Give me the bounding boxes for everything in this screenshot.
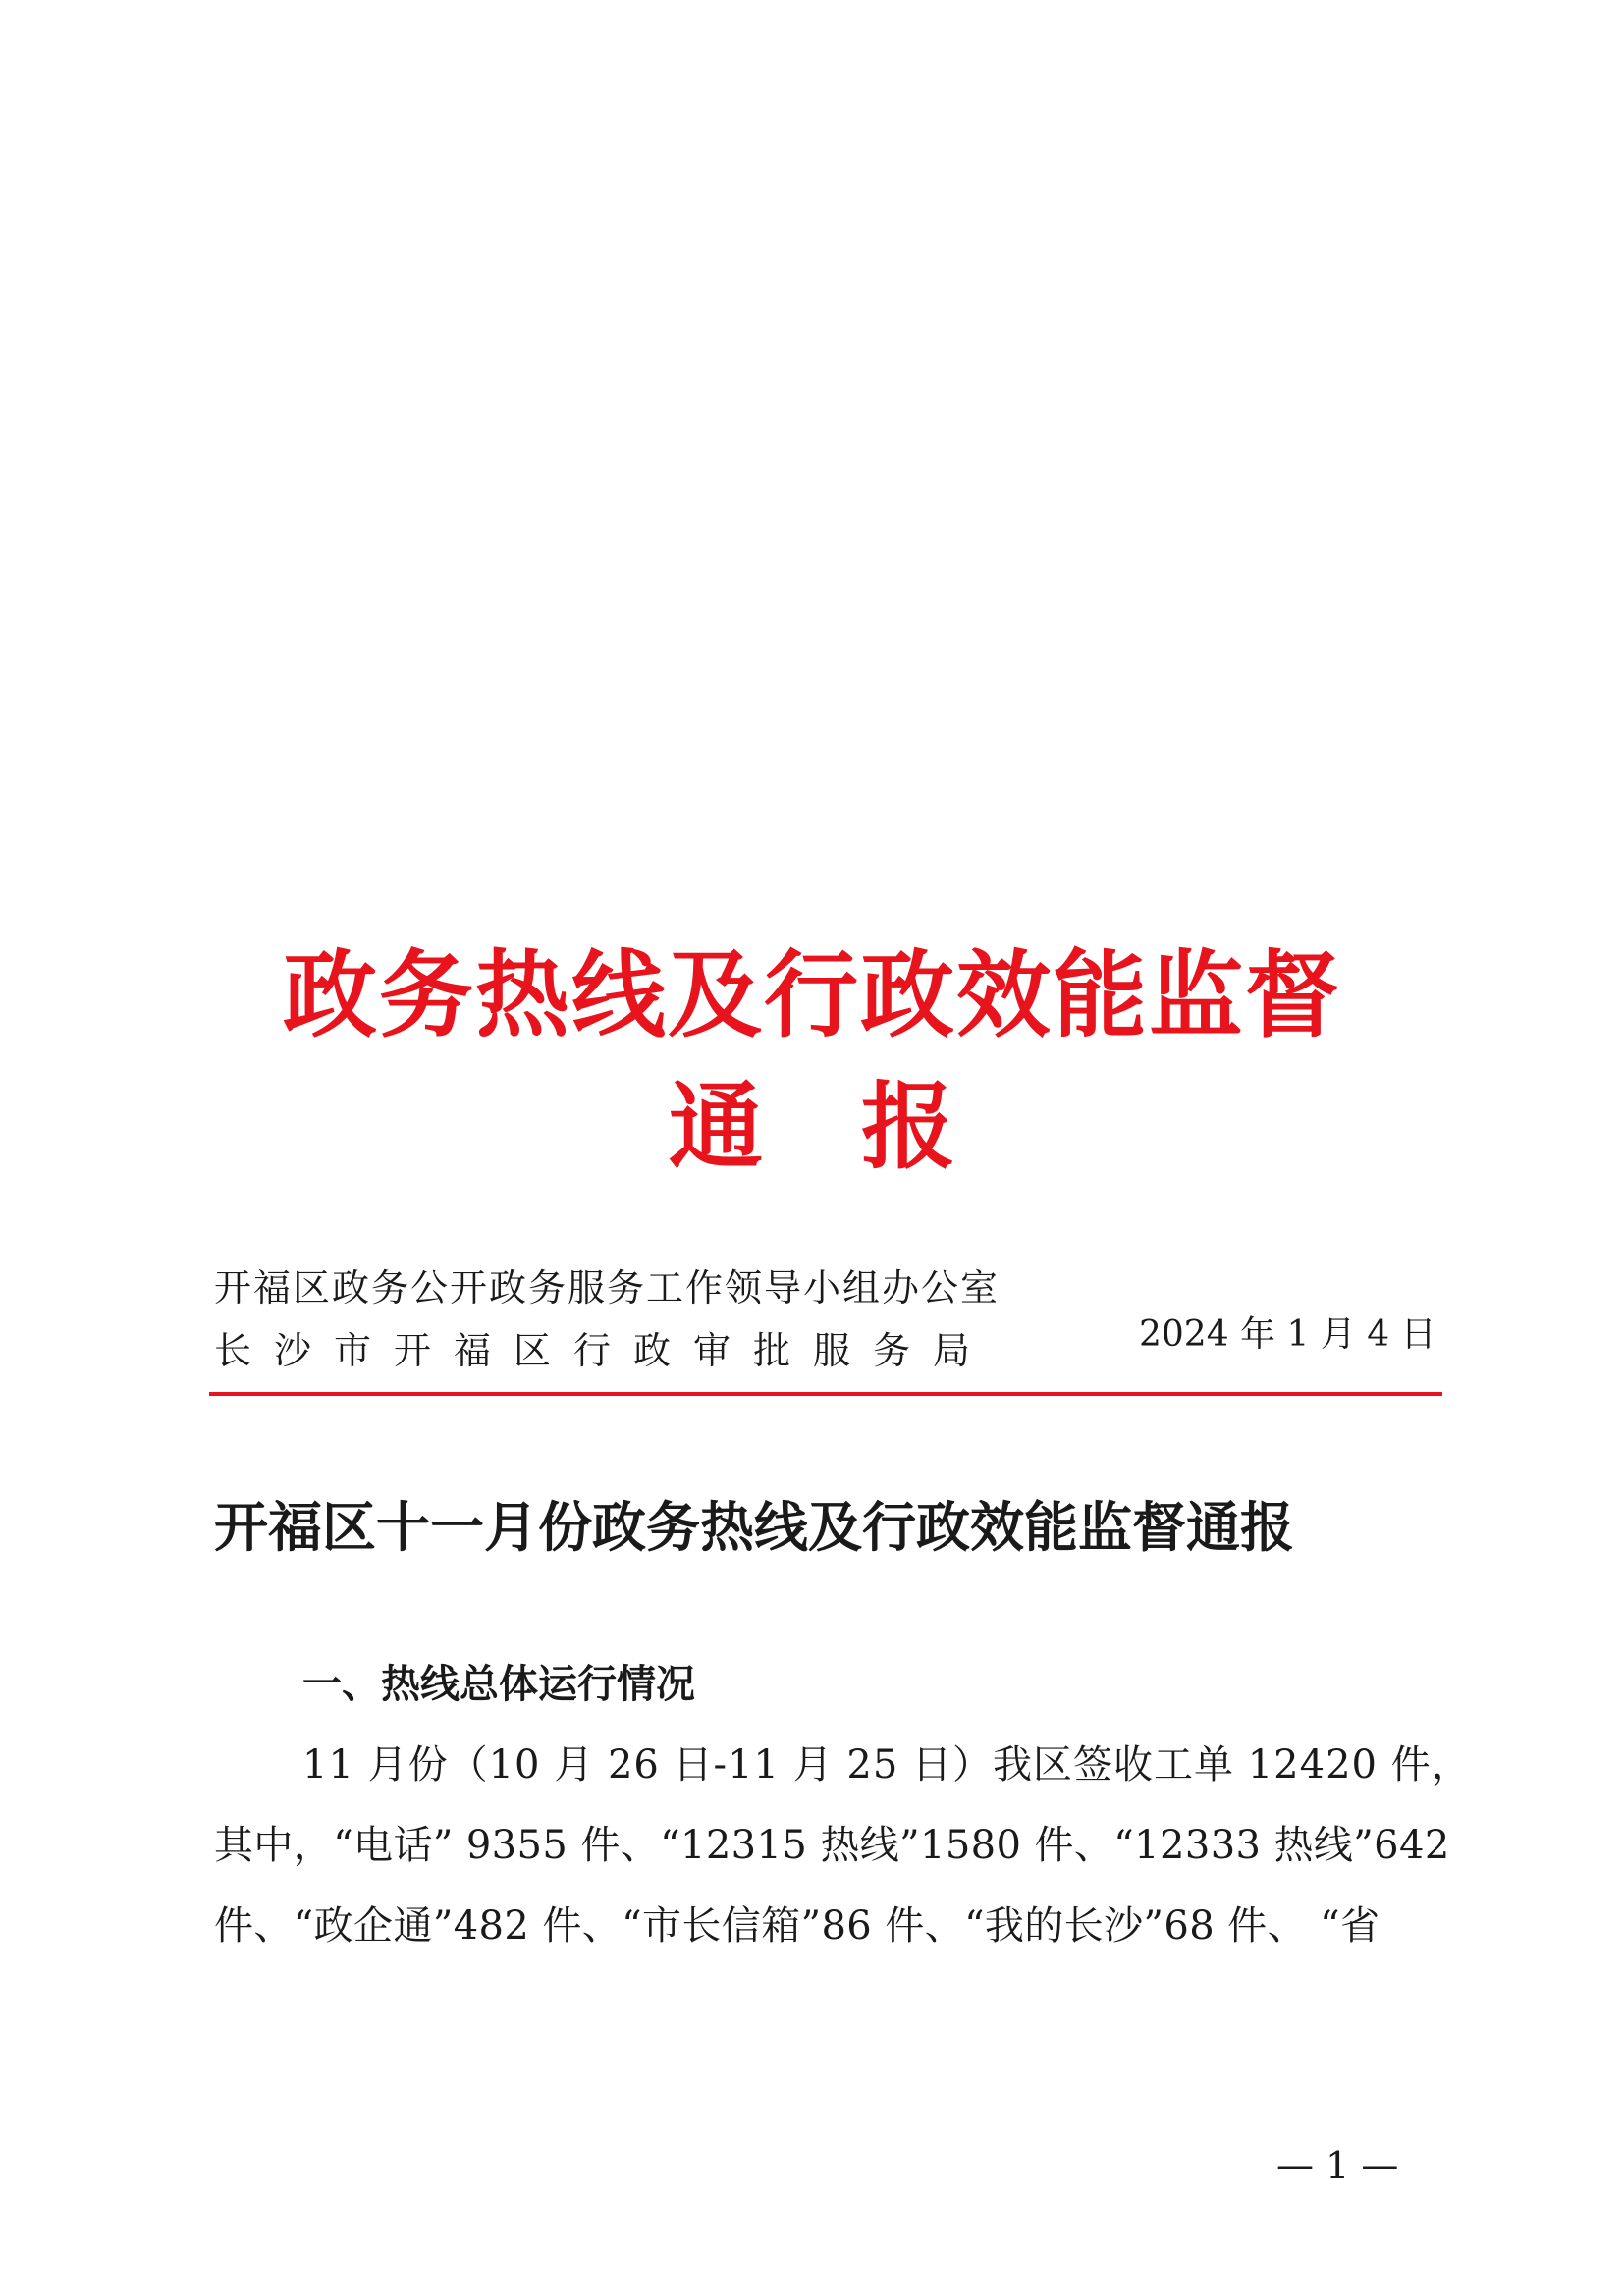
masthead-title: 政务热线及行政效能监督 xyxy=(283,940,1341,1050)
issue-date: 2024 年 1 月 4 日 xyxy=(1139,1314,1436,1355)
paragraph-line: 其中，“电话” 9355 件、“12315 热线”1580 件、“12333 热线”642 xyxy=(214,1823,1450,1868)
red-divider xyxy=(209,1392,1442,1396)
document-title: 开福区十一月份政务热线及行政效能监督通报 xyxy=(214,1496,1295,1559)
paragraph-line: 11 月份（10 月 26 日-11 月 25 日）我区签收工单 12420 件， xyxy=(302,1742,1472,1788)
issuer-office: 开福区政务公开政务服务工作领导小组办公室 xyxy=(214,1266,1001,1309)
issuer-bureau: 长沙市开福区行政审批服务局 xyxy=(214,1329,994,1372)
page-number: — 1 — xyxy=(1276,2144,1399,2187)
paragraph-line: 件、“政企通”482 件、“市长信箱”86 件、“我的长沙”68 件、 “省 xyxy=(214,1903,1380,1949)
masthead-subtitle: 通报 xyxy=(669,1072,1054,1182)
section-heading: 一、热线总体运行情况 xyxy=(302,1662,695,1707)
